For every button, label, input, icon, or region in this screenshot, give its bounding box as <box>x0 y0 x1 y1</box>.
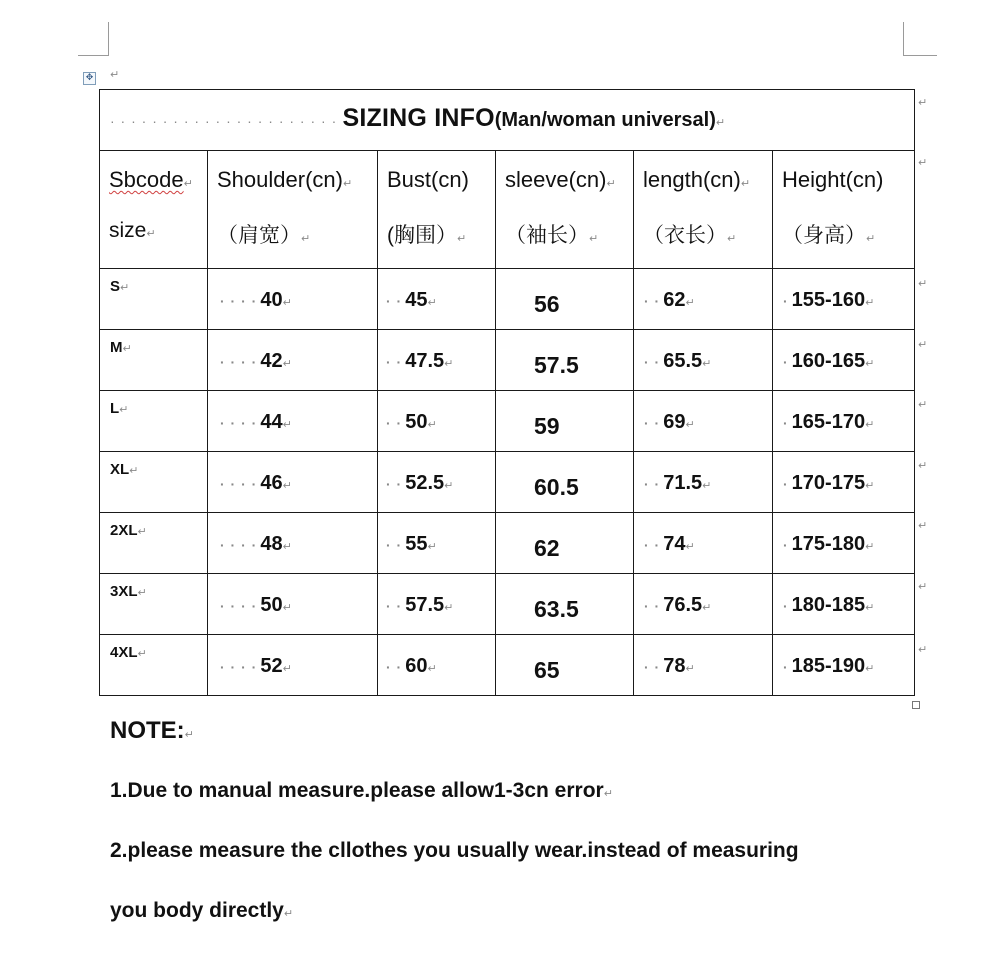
table-row <box>100 635 915 696</box>
length-cell: · · 74↵ <box>644 533 695 555</box>
sleeve-cell: 57.5 <box>534 352 579 378</box>
size-cell: L↵ <box>110 400 129 417</box>
shoulder-cell: · · · · 52↵ <box>220 655 292 677</box>
paragraph-mark: ↵ <box>110 68 120 81</box>
row-end-mark: ↵ <box>918 277 928 290</box>
header-size: Sbcode↵ size↵ <box>100 151 208 269</box>
bust-cell: · · 55↵ <box>386 533 437 555</box>
height-cell: · 175-180↵ <box>783 533 875 555</box>
row-end-mark: ↵ <box>918 156 928 169</box>
bust-cell: · · 52.5↵ <box>386 472 454 494</box>
header-sleeve: sleeve(cn)↵ （袖长）↵ <box>496 151 634 269</box>
shoulder-cell: · · · · 48↵ <box>220 533 292 555</box>
bust-cell: · · 57.5↵ <box>386 594 454 616</box>
table-title: SIZING INFO <box>342 104 495 132</box>
length-cell: · · 71.5↵ <box>644 472 712 494</box>
row-end-mark: ↵ <box>918 643 928 656</box>
crop-mark-top-right <box>903 22 937 56</box>
table-resize-handle[interactable] <box>912 701 920 709</box>
bust-cell: · · 60↵ <box>386 655 437 677</box>
bust-cell: · · 47.5↵ <box>386 350 454 372</box>
table-row <box>100 391 915 452</box>
size-cell: S↵ <box>110 278 130 295</box>
table-subtitle: (Man/woman universal) <box>494 109 716 131</box>
bust-cell: · · 50↵ <box>386 411 437 433</box>
table-title-cell: · · · · · · · · · · · · · · · · · · · · · · SIZING INFO(Man/woman universal)↵ <box>100 90 915 151</box>
note-line-1: 1.Due to manual measure.please allow1-3cn error↵ <box>110 779 613 802</box>
sleeve-cell: 60.5 <box>534 474 579 500</box>
table-move-handle-icon[interactable]: ✥ <box>83 72 96 85</box>
header-shoulder: Shoulder(cn)↵ （肩宽）↵ <box>208 151 378 269</box>
height-cell: · 155-160↵ <box>783 289 875 311</box>
header-length: length(cn)↵ （衣长）↵ <box>634 151 773 269</box>
height-cell: · 185-190↵ <box>783 655 875 677</box>
row-end-mark: ↵ <box>918 338 928 351</box>
shoulder-cell: · · · · 42↵ <box>220 350 292 372</box>
note-line-2: 2.please measure the cllothes you usually wear.instead of measuring <box>110 839 799 862</box>
sleeve-cell: 56 <box>534 291 560 317</box>
table-row <box>100 452 915 513</box>
header-bust: Bust(cn) (胸围）↵ <box>378 151 496 269</box>
table-row <box>100 513 915 574</box>
length-cell: · · 65.5↵ <box>644 350 712 372</box>
height-cell: · 170-175↵ <box>783 472 875 494</box>
row-end-mark: ↵ <box>918 459 928 472</box>
sleeve-cell: 62 <box>534 535 560 561</box>
row-end-mark: ↵ <box>918 519 928 532</box>
size-cell: 2XL↵ <box>110 522 147 539</box>
height-cell: · 180-185↵ <box>783 594 875 616</box>
row-end-mark: ↵ <box>918 398 928 411</box>
note-line-3: you body directly↵ <box>110 899 294 922</box>
shoulder-cell: · · · · 50↵ <box>220 594 292 616</box>
crop-mark-top-left <box>78 22 109 56</box>
bust-cell: · · 45↵ <box>386 289 437 311</box>
shoulder-cell: · · · · 46↵ <box>220 472 292 494</box>
row-end-mark: ↵ <box>918 96 928 109</box>
sleeve-cell: 59 <box>534 413 560 439</box>
height-cell: · 165-170↵ <box>783 411 875 433</box>
sleeve-cell: 65 <box>534 657 560 683</box>
size-cell: 3XL↵ <box>110 583 147 600</box>
shoulder-cell: · · · · 44↵ <box>220 411 292 433</box>
note-title: NOTE:↵ <box>110 717 194 744</box>
size-cell: M↵ <box>110 339 132 356</box>
length-cell: · · 62↵ <box>644 289 695 311</box>
height-cell: · 160-165↵ <box>783 350 875 372</box>
table-row <box>100 269 915 330</box>
length-cell: · · 78↵ <box>644 655 695 677</box>
sizing-table <box>99 89 915 696</box>
row-end-mark: ↵ <box>918 580 928 593</box>
length-cell: · · 76.5↵ <box>644 594 712 616</box>
title-leader-dots: · · · · · · · · · · · · · · · · · · · · · · <box>110 113 338 129</box>
table-row <box>100 574 915 635</box>
header-row <box>100 151 915 269</box>
shoulder-cell: · · · · 40↵ <box>220 289 292 311</box>
header-height: Height(cn) （身高）↵ <box>773 151 915 269</box>
table-row <box>100 330 915 391</box>
size-cell: 4XL↵ <box>110 644 147 661</box>
sleeve-cell: 63.5 <box>534 596 579 622</box>
size-cell: XL↵ <box>110 461 139 478</box>
length-cell: · · 69↵ <box>644 411 695 433</box>
